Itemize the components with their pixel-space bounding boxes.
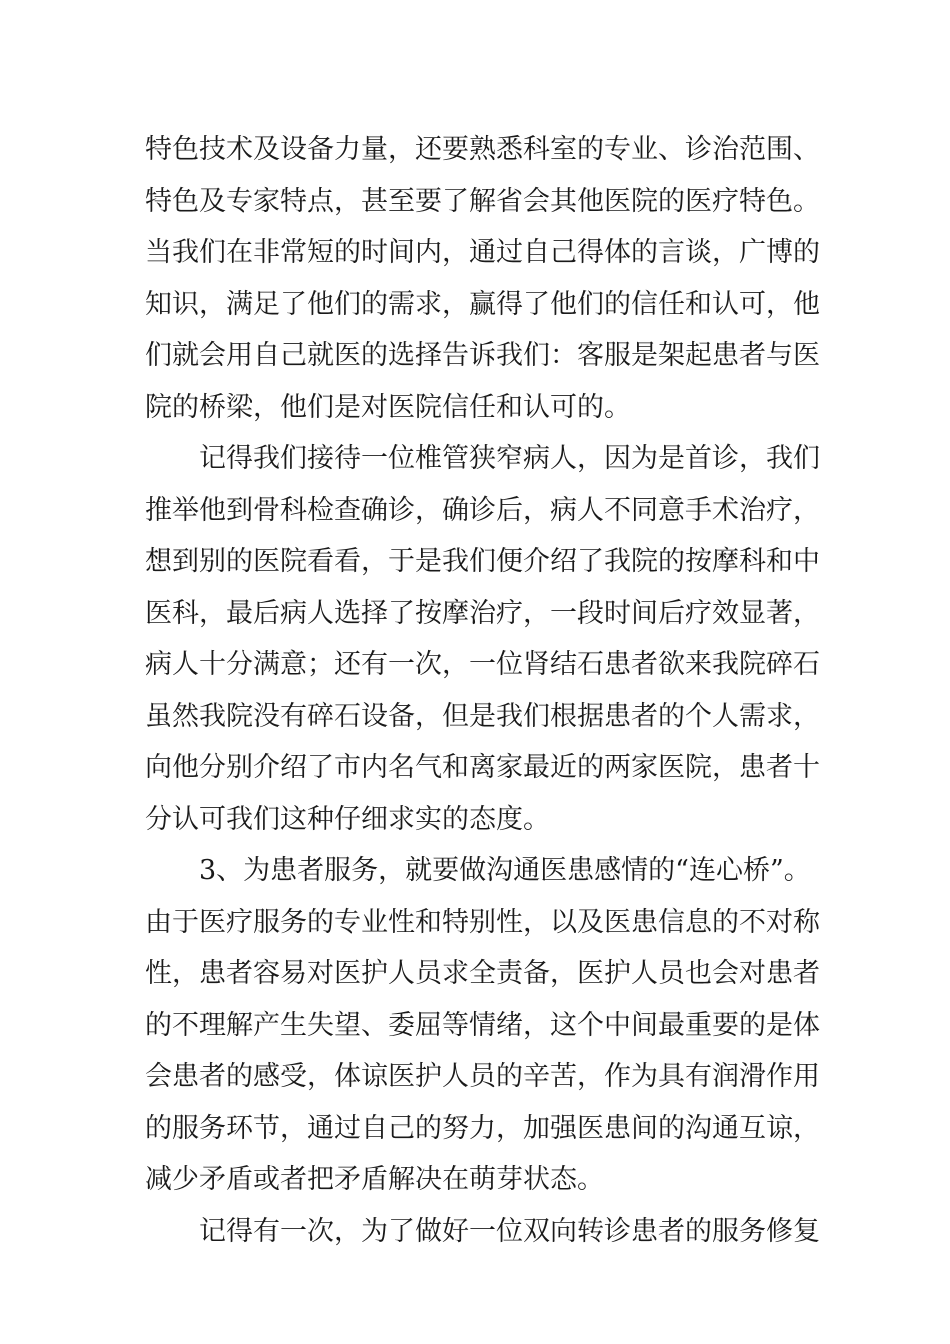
text-line: 记得我们接待一位椎管狭窄病人，因为是首诊，我们	[199, 443, 820, 474]
text-line: 的不理解产生失望、委屈等情绪，这个中间最重要的是体	[145, 1009, 820, 1041]
text-line: 想到别的医院看看，于是我们便介绍了我院的按摩科和中	[145, 546, 820, 577]
text-line: 由于医疗服务的专业性和特别性，以及医患信息的不对称	[145, 906, 820, 938]
text-line: 虽然我院没有碎石设备，但是我们根据患者的个人需求，	[145, 700, 820, 732]
text-line: 推举他到骨科检查确诊，确诊后，病人不同意手术治疗，	[145, 494, 820, 526]
text-line: 性，患者容易对医护人员求全责备，医护人员也会对患者	[145, 958, 820, 989]
text-line: 知识，满足了他们的需求，赢得了他们的信任和认可，他	[145, 288, 820, 320]
text-line: 减少矛盾或者把矛盾解决在萌芽状态。	[145, 1164, 604, 1195]
text-line: 病人十分满意；还有一次，一位肾结石患者欲来我院碎石	[145, 649, 820, 680]
text-line: 向他分别介绍了市内名气和离家最近的两家医院，患者十	[145, 752, 820, 783]
text-line: 医科，最后病人选择了按摩治疗，一段时间后疗效显著，	[145, 597, 820, 629]
text-line: 们就会用自己就医的选择告诉我们：客服是架起患者与医	[145, 340, 820, 371]
text-line: 特色技术及设备力量，还要熟悉科室的专业、诊治范围、	[145, 134, 820, 165]
document-body	[145, 124, 820, 1257]
text-line: 分认可我们这种仔细求实的态度。	[145, 803, 550, 835]
text-line: 会患者的感受，体谅医护人员的辛苦，作为具有润滑作用	[145, 1061, 820, 1092]
text-line: 特色及专家特点，甚至要了解省会其他医院的医疗特色。	[145, 185, 820, 217]
text-line: 院的桥梁，他们是对医院信任和认可的。	[145, 391, 631, 423]
text-line: 3、为患者服务，就要做沟通医患感情的“连心桥”。	[199, 855, 811, 886]
text-line: 记得有一次，为了做好一位双向转诊患者的服务修复	[199, 1215, 820, 1247]
text-line: 的服务环节，通过自己的努力，加强医患间的沟通互谅，	[145, 1112, 820, 1144]
text-line: 当我们在非常短的时间内，通过自己得体的言谈，广博的	[145, 237, 820, 268]
